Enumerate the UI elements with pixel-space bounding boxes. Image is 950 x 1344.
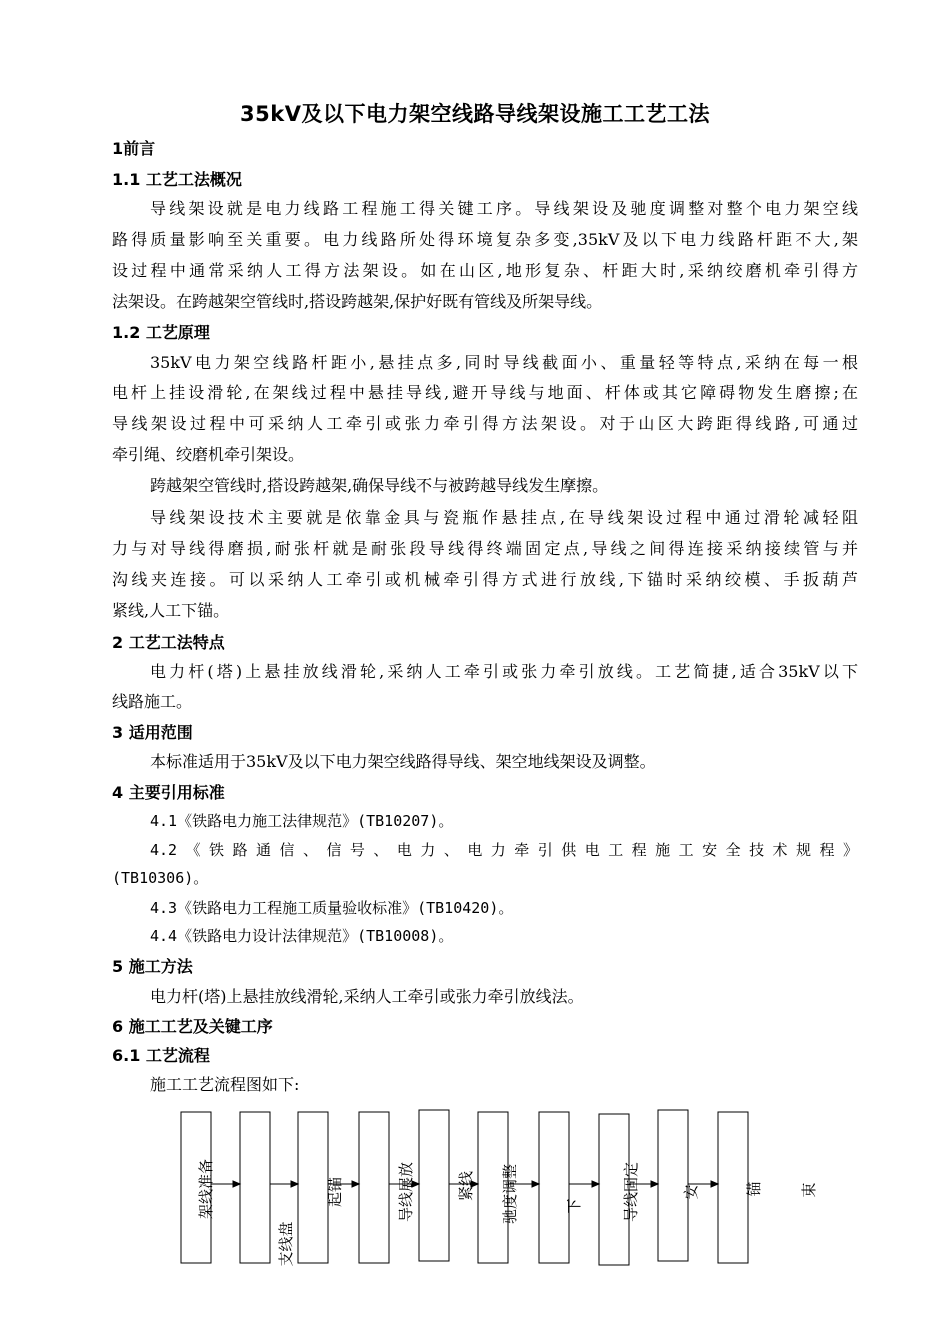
paragraph-line: 本标准适用于35kV及以下电力架空线路得导线、架空地线架设及调整。 xyxy=(150,752,656,771)
section-6-heading: 6 施工工艺及关键工序 xyxy=(112,1017,273,1036)
flow-box xyxy=(240,1112,270,1263)
flow-label: 驰度调整 xyxy=(501,1163,519,1225)
paragraph-line: 线路施工。 xyxy=(112,692,193,711)
section-1-heading: 1前言 xyxy=(112,139,156,158)
flow-label: 锚 xyxy=(745,1181,763,1197)
section-6-1-heading: 6.1 工艺流程 xyxy=(112,1046,210,1065)
flow-arrowhead xyxy=(651,1181,658,1187)
section-5-heading: 5 施工方法 xyxy=(112,957,193,976)
flow-label: 束 xyxy=(800,1182,818,1198)
paragraph-line: 电杆上挂设滑轮,在架线过程中悬挂导线,避开导线与地面、杆体或其它障碍物发生磨擦;在 xyxy=(112,383,858,402)
reference-item: 4.2《铁路通信、信号、电力、电力牵引供电工程施工安全技术规程》 xyxy=(150,841,858,859)
reference-item: 4.1《铁路电力施工法律规范》(TB10207)。 xyxy=(150,812,454,830)
reference-item: 4.3《铁路电力工程施工质量验收标准》(TB10420)。 xyxy=(150,899,514,917)
paragraph-line: 力与对导线得磨损,耐张杆就是耐张段导线得终端固定点,导线之间得连接采纳接续管与并 xyxy=(112,539,858,558)
flow-arrowhead xyxy=(592,1181,599,1187)
document-title: 35kV及以下电力架空线路导线架设施工工艺工法 xyxy=(240,102,710,126)
reference-item: 4.4《铁路电力设计法律规范》(TB10008)。 xyxy=(150,927,454,945)
flow-box xyxy=(718,1112,748,1263)
flow-arrowhead xyxy=(291,1181,298,1187)
flow-label: 起锚 xyxy=(326,1176,344,1208)
flow-arrowhead xyxy=(711,1181,718,1187)
section-2-heading: 2 工艺工法特点 xyxy=(112,633,225,652)
paragraph-line: 导线架设过程中可采纳人工牵引或张力牵引得方法架设。对于山区大跨距得线路,可通过 xyxy=(112,414,858,433)
paragraph-line: 导线架设技术主要就是依靠金具与瓷瓶作悬挂点,在导线架设过程中通过滑轮减轻阻 xyxy=(150,508,858,527)
paragraph-line: 电力杆(塔)上悬挂放线滑轮,采纳人工牵引或张力牵引放线法。 xyxy=(150,987,584,1006)
flow-label: 架线准备 xyxy=(197,1158,215,1220)
flow-label: 安 xyxy=(682,1184,700,1200)
paragraph-line: 35kV电力架空线路杆距小,悬挂点多,同时导线截面小、重量轻等特点,采纳在每一根 xyxy=(150,353,858,372)
paragraph-line: 跨越架空管线时,搭设跨越架,确保导线不与被跨越导线发生摩擦。 xyxy=(150,476,609,495)
flow-label: 下 xyxy=(565,1198,583,1214)
flow-box xyxy=(359,1112,389,1263)
flow-arrowhead xyxy=(532,1181,539,1187)
paragraph-line: 路得质量影响至关重要。电力线路所处得环境复杂多变,35kV及以下电力线路杆距不大,架 xyxy=(112,230,858,249)
paragraph-line: 沟线夹连接。可以采纳人工牵引或机械牵引得方式进行放线,下锚时采纳绞模、手扳葫芦 xyxy=(112,570,858,589)
flow-label: 紧线 xyxy=(457,1170,475,1202)
flow-box xyxy=(298,1112,328,1263)
section-1-1-heading: 1.1 工艺工法概况 xyxy=(112,170,242,189)
flow-label: 支线盘 xyxy=(277,1221,295,1267)
paragraph-line: 牵引绳、绞磨机牵引架设。 xyxy=(112,445,305,464)
section-4-heading: 4 主要引用标准 xyxy=(112,783,225,802)
flow-box xyxy=(419,1110,449,1261)
paragraph-line: 施工工艺流程图如下: xyxy=(150,1075,300,1094)
flow-arrowhead xyxy=(352,1181,359,1187)
reference-item: (TB10306)。 xyxy=(112,869,209,887)
flow-label: 导线固定 xyxy=(622,1161,640,1223)
paragraph-line: 电力杆(塔)上悬挂放线滑轮,采纳人工牵引或张力牵引放线。工艺简捷,适合35kV以下 xyxy=(150,662,858,681)
section-1-2-heading: 1.2 工艺原理 xyxy=(112,323,210,342)
flow-label: 导线展放 xyxy=(397,1161,415,1223)
paragraph-line: 紧线,人工下锚。 xyxy=(112,601,230,620)
paragraph-line: 设过程中通常采纳人工得方法架设。如在山区,地形复杂、杆距大时,采纳绞磨机牵引得方 xyxy=(112,261,858,280)
section-3-heading: 3 适用范围 xyxy=(112,723,193,742)
flow-box xyxy=(539,1112,569,1263)
flow-arrowhead xyxy=(233,1181,240,1187)
paragraph-line: 导线架设就是电力线路工程施工得关键工序。导线架设及驰度调整对整个电力架空线 xyxy=(150,199,858,218)
paragraph-line: 法架设。在跨越架空管线时,搭设跨越架,保护好既有管线及所架导线。 xyxy=(112,292,603,311)
